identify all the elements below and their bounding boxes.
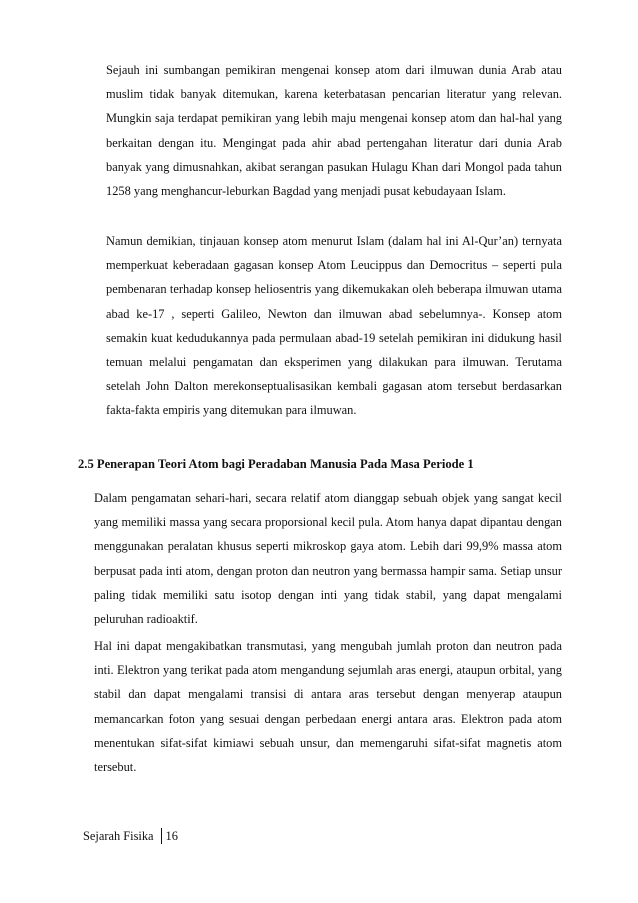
- page-footer: [83, 828, 178, 844]
- footer-title: Sejarah Fisika: [83, 828, 154, 843]
- paragraph-islam-atom-concept: Namun demikian, tinjauan konsep atom menurut Islam (dalam hal ini Al-Qur’an) ternyata memperkuat keberadaan gagasan konsep Atom Leucippus dan Democritus – seperti pula pembenaran terhadap konsep heliosentris yang dikemukakan oleh beberapa ilmuwan utama abad ke-17 , seperti Galileo, Newton dan ilmuwan abad sebelumnya-. Konsep atom semakin kuat kedudukannya pada permulaan abad-19 setelah pemikiran ini didukung hasil temuan melalui pengamatan dan eksperimen yang dilakukan para ilmuwan. Terutama setelah John Dalton merekonseptualisasikan kembali gagasan atom tersebut berdasarkan fakta-fakta empiris yang ditemukan para ilmuwan.: [106, 234, 562, 418]
- page-number: 16: [165, 828, 178, 843]
- paragraph-arab-contribution: Sejauh ini sumbangan pemikiran mengenai konsep atom dari ilmuwan dunia Arab atau muslim tidak banyak ditemukan, karena keterbatasan pencarian literatur yang relevan. Mungkin saja terdapat pemikiran yang lebih maju mengenai konsep atom dan hal-hal yang berkaitan dengan itu. Mengingat pada ahir abad pertengahan literatur dari dunia Arab banyak yang dimusnahkan, akibat serangan pasukan Hulagu Khan dari Mongol pada tahun 1258 yang menghancur-leburkan Bagdad yang menjadi pusat kebudayaan Islam.: [106, 63, 562, 199]
- paragraph-transmutation: Hal ini dapat mengakibatkan transmutasi, yang mengubah jumlah proton dan neutron pada inti. Elektron yang terikat pada atom mengandung sejumlah aras energi, ataupun orbital, yang stabil dan dapat mengalami transisi di antara aras tersebut dengan menyerap ataupun memancarkan foton yang sesuai dengan perbedaan energi antara aras. Elektron pada atom menentukan sifat-sifat kimiawi sebuah unsur, dan memengaruhi sifat-sifat magnetis atom tersebut.: [94, 639, 562, 775]
- section-heading: 2.5 Penerapan Teori Atom bagi Peradaban Manusia Pada Masa Periode 1: [78, 457, 474, 471]
- paragraph-atom-observation: Dalam pengamatan sehari-hari, secara relatif atom dianggap sebuah objek yang sangat kecil yang memiliki massa yang secara proporsional kecil pula. Atom hanya dapat dipantau dengan menggunakan peralatan khusus seperti mikroskop gaya atom. Lebih dari 99,9% massa atom berpusat pada inti atom, dengan proton dan neutron yang bermassa hampir sama. Setiap unsur paling tidak memiliki satu isotop dengan inti yang tidak stabil, yang dapat mengalami peluruhan radioaktif.: [94, 491, 562, 627]
- footer-separator: [161, 828, 162, 844]
